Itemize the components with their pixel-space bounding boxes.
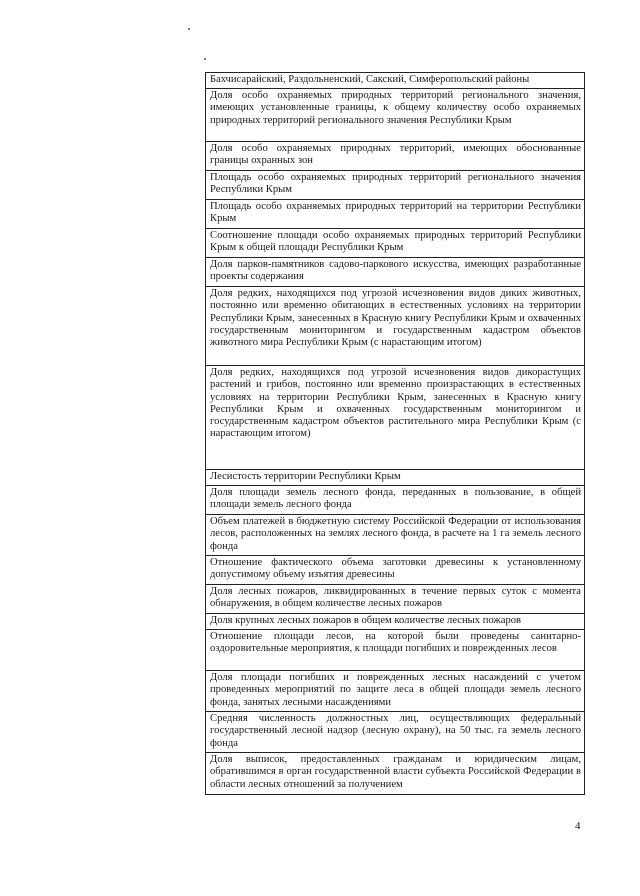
- table-row: Доля площади земель лесного фонда, переданных в пользование, в общей площади земель лесного фонда: [206, 486, 584, 515]
- table-row: Бахчисарайский, Раздольненский, Сакский, Симферопольский районы: [206, 73, 584, 89]
- table-row: Площадь особо охраняемых природных территорий регионального значения Республики Крым: [206, 171, 584, 200]
- table-row: Доля парков-памятников садово-паркового искусства, имеющих разработанные проекты содержания: [206, 258, 584, 287]
- table-row: Доля выписок, предоставленных гражданам и юридическим лицам, обратившимся в орган государственной власти субъекта Российской Федерации в области лесных отношений за получением: [210, 754, 581, 790]
- table-row: Доля редких, находящихся под угрозой исчезновения видов диких животных, постоянно или временно обитающих в естественных условиях на территории Республики Крым, занесенных в Красную книгу Республики Крым и охваченных государственным мониторингом и государственным кадастром объектов животного мира Республики Крым (с нарастающим итогом): [206, 287, 584, 366]
- table-row: Доля площади погибших и поврежденных лесных насаждений с учетом проведенных мероприятий по защите леса в общей площади земель лесного фонда, занятых лесными насаждениями: [206, 671, 584, 712]
- page-number: 4: [575, 820, 581, 832]
- table-row: Лесистость территории Республики Крым: [206, 470, 584, 486]
- table-row: Доля лесных пожаров, ликвидированных в течение первых суток с момента обнаружения, в общем количестве лесных пожаров: [206, 585, 584, 614]
- table-row: Средняя численность должностных лиц, осуществляющих федеральный государственный лесной надзор (лесную охрану), на 50 тыс. га земель лесного фонда: [206, 712, 584, 753]
- table-row: Доля особо охраняемых природных территорий, имеющих обоснованные границы охранных зон: [206, 142, 584, 171]
- table-row: Площадь особо охраняемых природных территорий на территории Республики Крым: [206, 200, 584, 229]
- table-row: Отношение фактического объема заготовки древесины к установленному допустимому объему изъятия древесины: [206, 556, 584, 585]
- indicators-table: [205, 72, 585, 795]
- scan-speck: [188, 28, 190, 30]
- table-row: Доля особо охраняемых природных территорий регионального значения, имеющих установленные границы, к общему количеству особо охраняемых природных территорий регионального значения Республики Крым: [206, 89, 584, 142]
- table-row: Доля редких, находящихся под угрозой исчезновения видов дикорастущих растений и грибов, постоянно или временно произрастающих в естественных условиях на территории Республики Крым, занесенных в Красную книгу Республики Крым и охваченных государственным мониторингом и государственным кадастром объектов растительного мира Республики Крым (с нарастающим итогом): [206, 366, 584, 470]
- scan-speck: [204, 58, 206, 60]
- table-row: Соотношение площади особо охраняемых природных территорий Республики Крым к общей площади Республики Крым: [206, 229, 584, 258]
- table-row: Отношение площади лесов, на которой были проведены санитарно-оздоровительные мероприятия, к площади погибших и поврежденных лесов: [206, 630, 584, 671]
- table-row: Доля крупных лесных пожаров в общем количестве лесных пожаров: [206, 614, 584, 630]
- table-row: Объем платежей в бюджетную систему Российской Федерации от использования лесов, расположенных на землях лесного фонда, в расчете на 1 га земель лесного фонда: [206, 515, 584, 556]
